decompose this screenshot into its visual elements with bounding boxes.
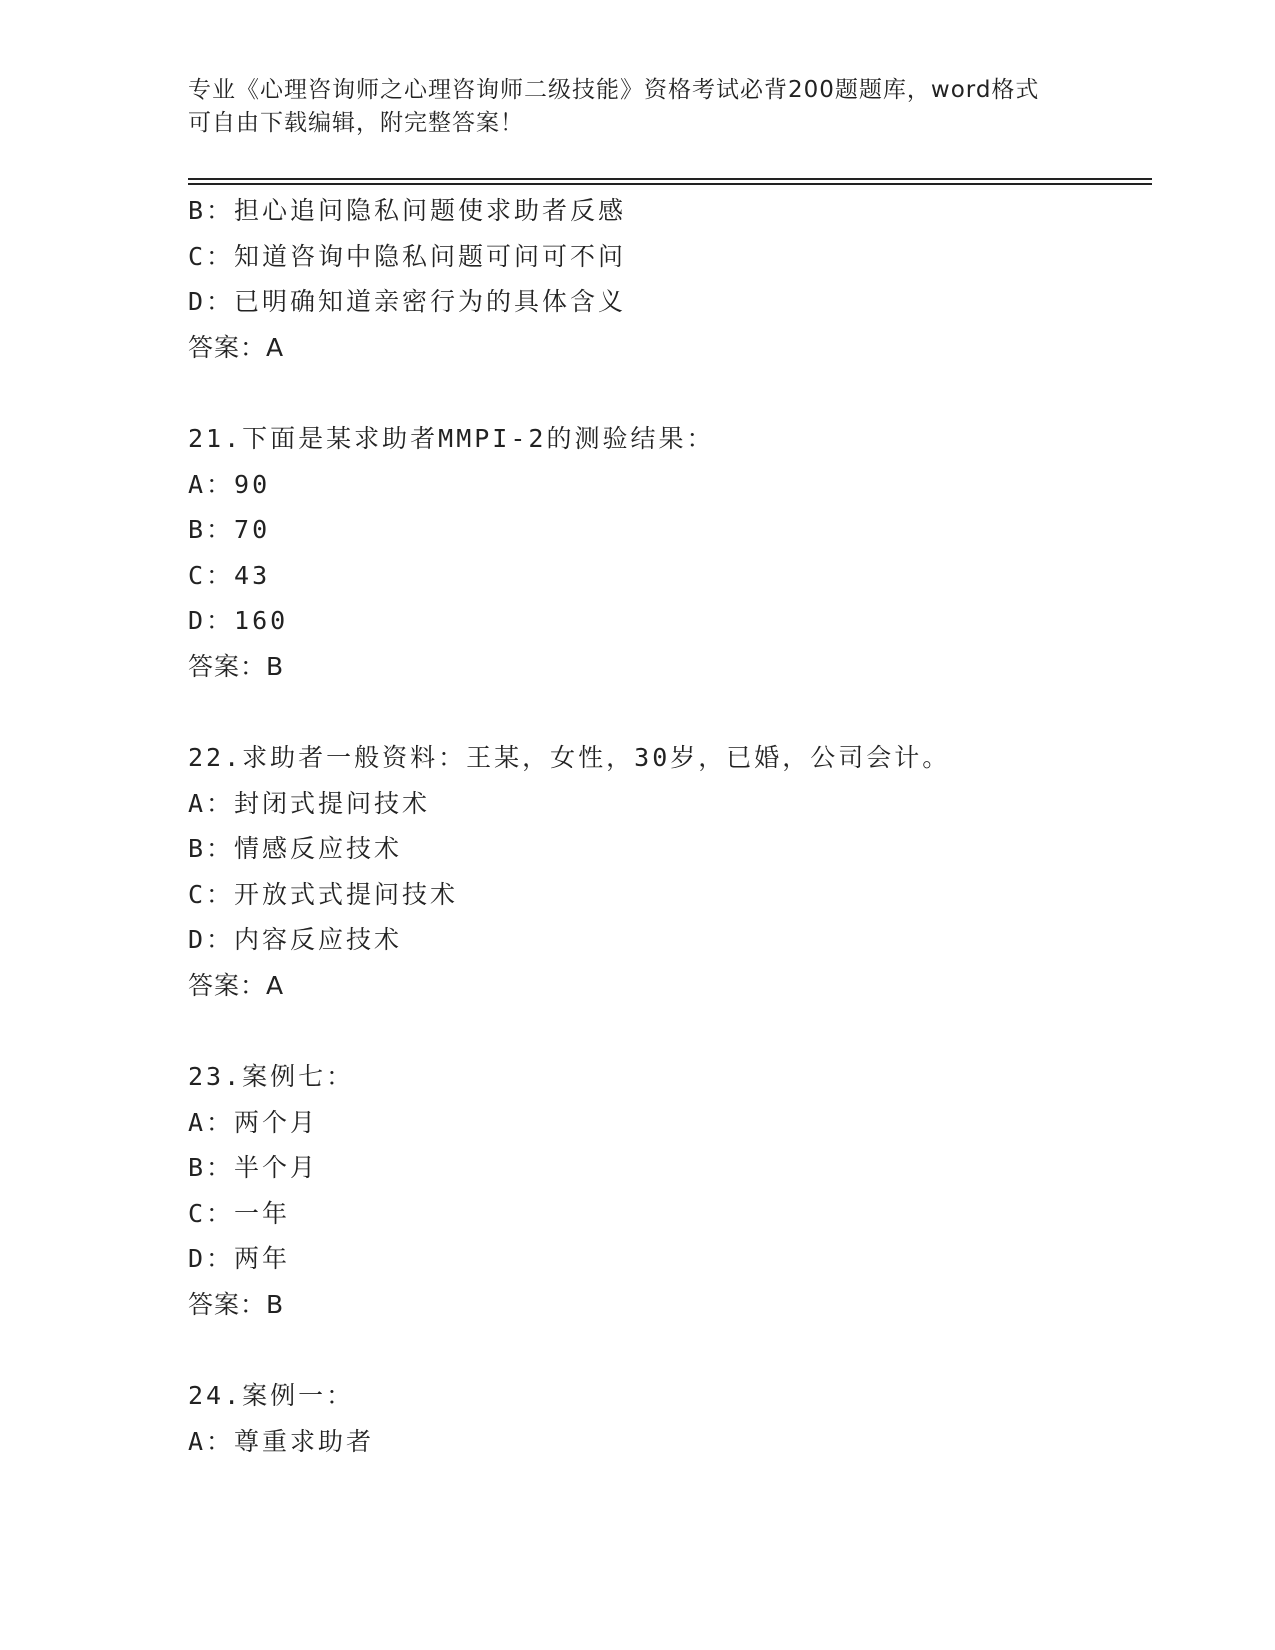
question-block-21 [188, 416, 1152, 689]
option-a: A：90 [188, 469, 271, 499]
question-block-prev [188, 188, 1152, 370]
option-b: B：担心追问隐私问题使求助者反感 [188, 196, 627, 225]
spacer [188, 1327, 1152, 1373]
option-a: A：两个月 [188, 1107, 319, 1137]
option-a: A：封闭式提问技术 [188, 788, 431, 818]
question-block-24 [188, 1373, 1152, 1464]
question-list [188, 188, 1152, 1464]
answer-line: 答案：B [188, 651, 285, 681]
header-divider-bottom [188, 183, 1152, 185]
header-title-line-1: 专业《心理咨询师之心理咨询师二级技能》资格考试必背200题题库，word格式 [188, 77, 1040, 103]
option-a: A：尊重求助者 [188, 1426, 375, 1456]
question-block-23 [188, 1054, 1152, 1327]
option-c: C：知道咨询中隐私问题可问可不问 [188, 241, 627, 271]
document-header [188, 74, 1088, 140]
spacer [188, 689, 1152, 735]
question-stem: 23.案例七： [188, 1062, 355, 1091]
option-d: D：已明确知道亲密行为的具体含义 [188, 287, 627, 316]
option-c: C：43 [188, 560, 271, 590]
option-b: B：情感反应技术 [188, 834, 403, 863]
option-b: B：半个月 [188, 1153, 319, 1182]
spacer [188, 370, 1152, 416]
header-divider-top [188, 178, 1152, 180]
answer-line: 答案：A [188, 970, 285, 1000]
question-stem: 22.求助者一般资料：王某，女性，30岁，已婚，公司会计。 [188, 743, 951, 772]
spacer [188, 1008, 1152, 1054]
option-d: D：160 [188, 606, 289, 635]
option-c: C：一年 [188, 1198, 291, 1228]
option-d: D：内容反应技术 [188, 925, 403, 954]
answer-line: 答案：A [188, 332, 285, 362]
question-stem: 21.下面是某求助者MMPI-2的测验结果： [188, 424, 715, 453]
header-title-line-2: 可自由下载编辑，附完整答案！ [188, 110, 524, 136]
answer-line: 答案：B [188, 1289, 285, 1319]
question-stem: 24.案例一： [188, 1381, 355, 1410]
option-d: D：两年 [188, 1244, 291, 1273]
option-b: B：70 [188, 515, 271, 544]
option-c: C：开放式式提问技术 [188, 879, 459, 909]
question-block-22 [188, 735, 1152, 1008]
